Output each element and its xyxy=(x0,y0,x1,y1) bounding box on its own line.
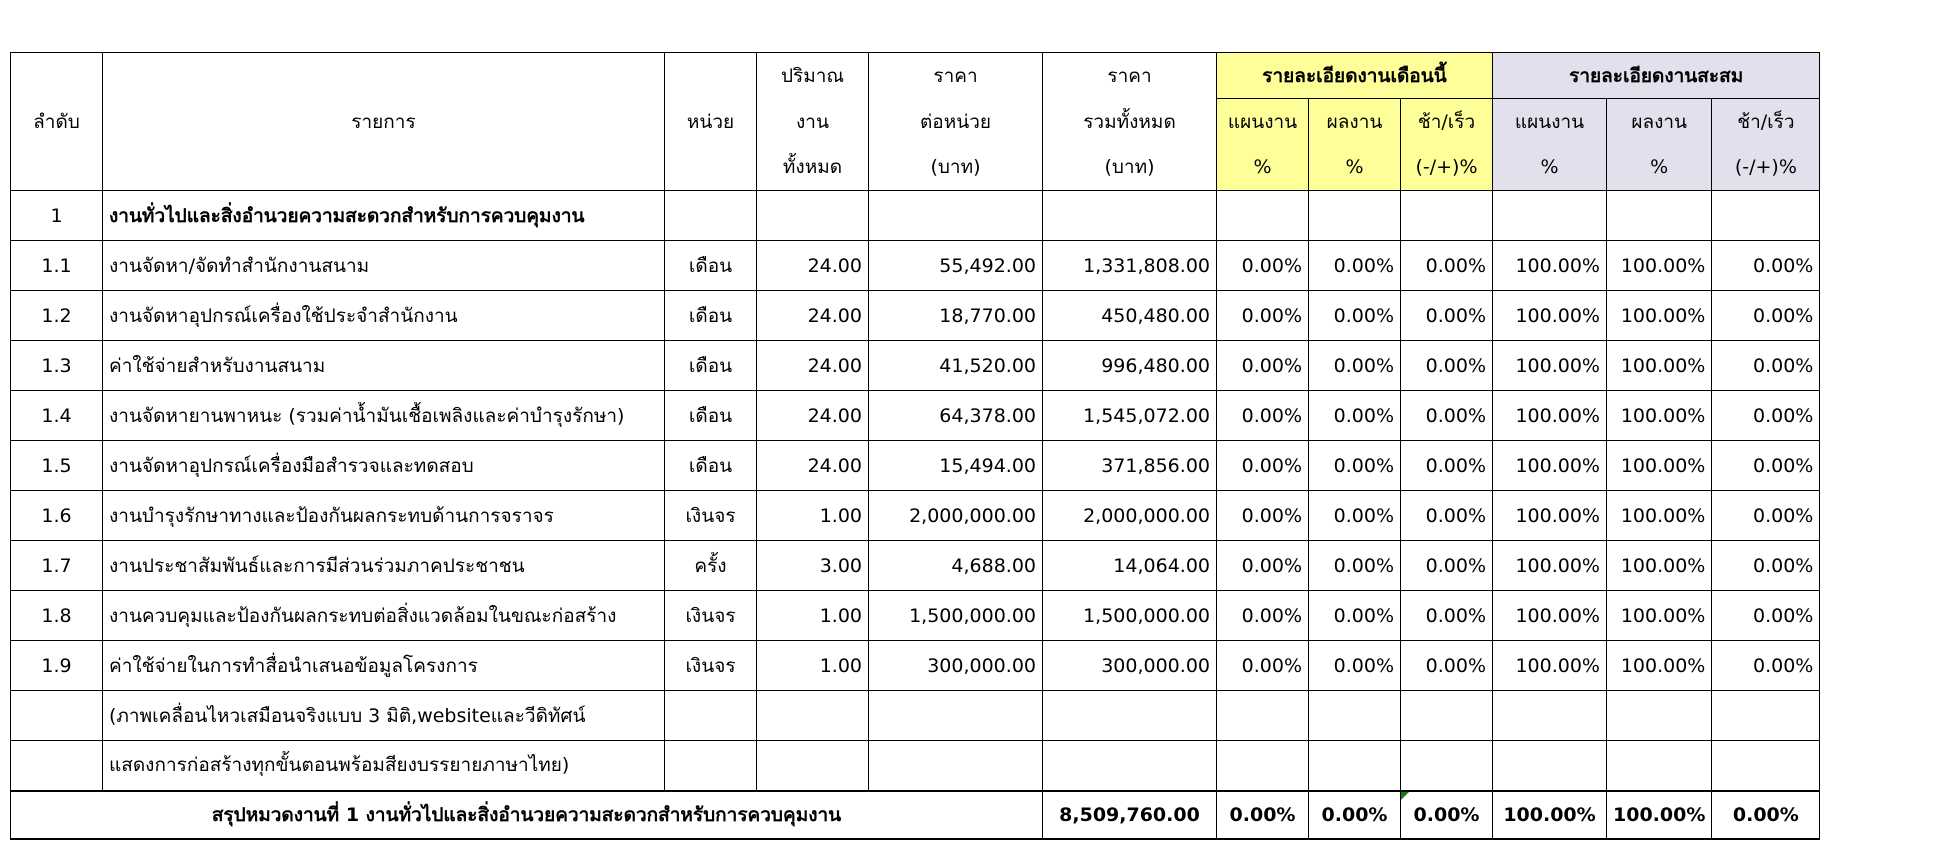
header-month-diff-pct: (-/+)% xyxy=(1401,145,1493,191)
row-no: 1.7 xyxy=(11,541,103,591)
row-item: ค่าใช้จ่ายสำหรับงานสนาม xyxy=(103,341,665,391)
row-cum-diff: 0.00% xyxy=(1712,341,1820,391)
row-cum-plan: 100.00% xyxy=(1493,291,1607,341)
row-cum-result: 100.00% xyxy=(1607,241,1712,291)
row-item: งานบำรุงรักษาทางและป้องกันผลกระทบด้านการจราจร xyxy=(103,491,665,541)
row-month-plan: 0.00% xyxy=(1217,291,1309,341)
row-no: 1.8 xyxy=(11,591,103,641)
header-unit-price-2: ต่อหน่วย xyxy=(869,99,1043,145)
row-month-plan: 0.00% xyxy=(1217,341,1309,391)
row-cum-diff: 0.00% xyxy=(1712,291,1820,341)
section-row xyxy=(11,191,1820,241)
table-row xyxy=(11,491,1820,541)
row-price: 18,770.00 xyxy=(869,291,1043,341)
row-cum-result: 100.00% xyxy=(1607,641,1712,691)
row-no: 1.6 xyxy=(11,491,103,541)
row-cum-result: 100.00% xyxy=(1607,491,1712,541)
section-no: 1 xyxy=(11,191,103,241)
row-total: 1,331,808.00 xyxy=(1043,241,1217,291)
row-month-diff: 0.00% xyxy=(1401,591,1493,641)
summary-month-plan: 0.00% xyxy=(1217,791,1309,839)
row-cum-plan: 100.00% xyxy=(1493,341,1607,391)
row-cum-diff: 0.00% xyxy=(1712,641,1820,691)
row-month-diff: 0.00% xyxy=(1401,541,1493,591)
section-title: งานทั่วไปและสิ่งอำนวยความสะดวกสำหรับการควบคุมงาน xyxy=(103,191,665,241)
note-line-1: (ภาพเคลื่อนไหวเสมือนจริงแบบ 3 มิติ,websiteและวีดิทัศน์ xyxy=(103,691,665,741)
row-month-result: 0.00% xyxy=(1309,641,1401,691)
table-row xyxy=(11,591,1820,641)
row-qty: 24.00 xyxy=(757,391,869,441)
row-month-result: 0.00% xyxy=(1309,341,1401,391)
table-row xyxy=(11,441,1820,491)
summary-cum-plan: 100.00% xyxy=(1493,791,1607,839)
row-month-plan: 0.00% xyxy=(1217,491,1309,541)
row-no: 1.1 xyxy=(11,241,103,291)
row-total: 996,480.00 xyxy=(1043,341,1217,391)
row-no: 1.5 xyxy=(11,441,103,491)
row-cum-result: 100.00% xyxy=(1607,291,1712,341)
row-month-diff: 0.00% xyxy=(1401,341,1493,391)
row-qty: 24.00 xyxy=(757,241,869,291)
row-total: 1,500,000.00 xyxy=(1043,591,1217,641)
row-month-plan: 0.00% xyxy=(1217,591,1309,641)
row-unit: เงินจร xyxy=(665,491,757,541)
summary-row xyxy=(11,791,1820,839)
row-month-plan: 0.00% xyxy=(1217,391,1309,441)
row-item: งานประชาสัมพันธ์และการมีส่วนร่วมภาคประชาชน xyxy=(103,541,665,591)
row-qty: 1.00 xyxy=(757,491,869,541)
row-price: 15,494.00 xyxy=(869,441,1043,491)
summary-label: สรุปหมวดงานที่ 1 งานทั่วไปและสิ่งอำนวยความสะดวกสำหรับการควบคุมงาน xyxy=(11,791,1043,839)
header-total-price-2: รวมทั้งหมด xyxy=(1043,99,1217,145)
row-qty: 24.00 xyxy=(757,341,869,391)
row-no: 1.3 xyxy=(11,341,103,391)
row-total: 14,064.00 xyxy=(1043,541,1217,591)
header-month-diff: ช้า/เร็ว xyxy=(1401,99,1493,145)
row-total: 450,480.00 xyxy=(1043,291,1217,341)
row-qty: 24.00 xyxy=(757,441,869,491)
row-price: 2,000,000.00 xyxy=(869,491,1043,541)
table-row xyxy=(11,391,1820,441)
row-cum-result: 100.00% xyxy=(1607,441,1712,491)
header-month-result: ผลงาน xyxy=(1309,99,1401,145)
row-month-diff: 0.00% xyxy=(1401,441,1493,491)
row-cum-diff: 0.00% xyxy=(1712,541,1820,591)
row-total: 371,856.00 xyxy=(1043,441,1217,491)
row-price: 4,688.00 xyxy=(869,541,1043,591)
row-month-diff: 0.00% xyxy=(1401,291,1493,341)
header-unit: หน่วย xyxy=(665,53,757,191)
note-row xyxy=(11,741,1820,791)
row-month-diff: 0.00% xyxy=(1401,641,1493,691)
row-price: 64,378.00 xyxy=(869,391,1043,441)
row-price: 300,000.00 xyxy=(869,641,1043,691)
row-month-diff: 0.00% xyxy=(1401,491,1493,541)
row-month-plan: 0.00% xyxy=(1217,241,1309,291)
header-seq: ลำดับ xyxy=(11,53,103,191)
header-cumulative: รายละเอียดงานสะสม xyxy=(1493,53,1820,99)
row-unit: เดือน xyxy=(665,291,757,341)
row-cum-plan: 100.00% xyxy=(1493,641,1607,691)
table-row xyxy=(11,541,1820,591)
header-month-plan: แผนงาน xyxy=(1217,99,1309,145)
row-month-result: 0.00% xyxy=(1309,591,1401,641)
row-cum-plan: 100.00% xyxy=(1493,491,1607,541)
table-row xyxy=(11,341,1820,391)
header-cum-plan: แผนงาน xyxy=(1493,99,1607,145)
row-no: 1.2 xyxy=(11,291,103,341)
row-cum-plan: 100.00% xyxy=(1493,441,1607,491)
header-total-price-3: (บาท) xyxy=(1043,145,1217,191)
row-month-plan: 0.00% xyxy=(1217,541,1309,591)
row-month-diff: 0.00% xyxy=(1401,241,1493,291)
table-row xyxy=(11,291,1820,341)
row-month-result: 0.00% xyxy=(1309,541,1401,591)
header-unit-price-1: ราคา xyxy=(869,53,1043,99)
summary-cum-result: 100.00% xyxy=(1607,791,1712,839)
row-total: 1,545,072.00 xyxy=(1043,391,1217,441)
row-cum-result: 100.00% xyxy=(1607,591,1712,641)
row-cum-plan: 100.00% xyxy=(1493,241,1607,291)
row-cum-diff: 0.00% xyxy=(1712,241,1820,291)
row-cum-plan: 100.00% xyxy=(1493,541,1607,591)
header-month-plan-pct: % xyxy=(1217,145,1309,191)
row-cum-result: 100.00% xyxy=(1607,541,1712,591)
header-month-result-pct: % xyxy=(1309,145,1401,191)
summary-month-result: 0.00% xyxy=(1309,791,1401,839)
row-month-result: 0.00% xyxy=(1309,491,1401,541)
row-item: ค่าใช้จ่ายในการทำสื่อนำเสนอข้อมูลโครงการ xyxy=(103,641,665,691)
summary-month-diff: 0.00% xyxy=(1401,791,1493,839)
row-item: งานจัดหา/จัดทำสำนักงานสนาม xyxy=(103,241,665,291)
header-qty-2: งาน xyxy=(757,99,869,145)
header-item: รายการ xyxy=(103,53,665,191)
row-item: งานจัดหาอุปกรณ์เครื่องใช้ประจำสำนักงาน xyxy=(103,291,665,341)
row-cum-result: 100.00% xyxy=(1607,341,1712,391)
header-qty-3: ทั้งหมด xyxy=(757,145,869,191)
summary-cum-diff: 0.00% xyxy=(1712,791,1820,839)
note-row xyxy=(11,691,1820,741)
header-this-month: รายละเอียดงานเดือนนี้ xyxy=(1217,53,1493,99)
summary-total: 8,509,760.00 xyxy=(1043,791,1217,839)
row-unit: เดือน xyxy=(665,241,757,291)
row-total: 300,000.00 xyxy=(1043,641,1217,691)
note-line-2: แสดงการก่อสร้างทุกขั้นตอนพร้อมสียงบรรยายภาษาไทย) xyxy=(103,741,665,791)
row-month-result: 0.00% xyxy=(1309,441,1401,491)
table-row xyxy=(11,241,1820,291)
row-cum-diff: 0.00% xyxy=(1712,391,1820,441)
row-no: 1.4 xyxy=(11,391,103,441)
row-unit: เดือน xyxy=(665,391,757,441)
row-qty: 3.00 xyxy=(757,541,869,591)
header-cum-result-pct: % xyxy=(1607,145,1712,191)
row-price: 1,500,000.00 xyxy=(869,591,1043,641)
row-unit: ครั้ง xyxy=(665,541,757,591)
header-qty-1: ปริมาณ xyxy=(757,53,869,99)
row-month-diff: 0.00% xyxy=(1401,391,1493,441)
row-total: 2,000,000.00 xyxy=(1043,491,1217,541)
row-unit: เงินจร xyxy=(665,591,757,641)
row-unit: เงินจร xyxy=(665,641,757,691)
row-item: งานจัดหาอุปกรณ์เครื่องมือสำรวจและทดสอบ xyxy=(103,441,665,491)
header-cum-diff: ช้า/เร็ว xyxy=(1712,99,1820,145)
row-qty: 1.00 xyxy=(757,641,869,691)
header-cum-plan-pct: % xyxy=(1493,145,1607,191)
row-cum-diff: 0.00% xyxy=(1712,591,1820,641)
row-month-result: 0.00% xyxy=(1309,291,1401,341)
row-cum-plan: 100.00% xyxy=(1493,391,1607,441)
header-cum-diff-pct: (-/+)% xyxy=(1712,145,1820,191)
row-cum-result: 100.00% xyxy=(1607,391,1712,441)
row-item: งานจัดหายานพาหนะ (รวมค่าน้ำมันเชื้อเพลิงและค่าบำรุงรักษา) xyxy=(103,391,665,441)
row-qty: 24.00 xyxy=(757,291,869,341)
row-unit: เดือน xyxy=(665,341,757,391)
row-price: 41,520.00 xyxy=(869,341,1043,391)
row-cum-plan: 100.00% xyxy=(1493,591,1607,641)
progress-table xyxy=(10,52,1820,840)
row-cum-diff: 0.00% xyxy=(1712,441,1820,491)
row-item: งานควบคุมและป้องกันผลกระทบต่อสิ่งแวดล้อมในขณะก่อสร้าง xyxy=(103,591,665,641)
header-unit-price-3: (บาท) xyxy=(869,145,1043,191)
row-no: 1.9 xyxy=(11,641,103,691)
row-month-plan: 0.00% xyxy=(1217,441,1309,491)
row-price: 55,492.00 xyxy=(869,241,1043,291)
row-cum-diff: 0.00% xyxy=(1712,491,1820,541)
row-month-result: 0.00% xyxy=(1309,391,1401,441)
row-month-result: 0.00% xyxy=(1309,241,1401,291)
row-qty: 1.00 xyxy=(757,591,869,641)
header-cum-result: ผลงาน xyxy=(1607,99,1712,145)
row-month-plan: 0.00% xyxy=(1217,641,1309,691)
row-unit: เดือน xyxy=(665,441,757,491)
header-total-price-1: ราคา xyxy=(1043,53,1217,99)
table-row xyxy=(11,641,1820,691)
